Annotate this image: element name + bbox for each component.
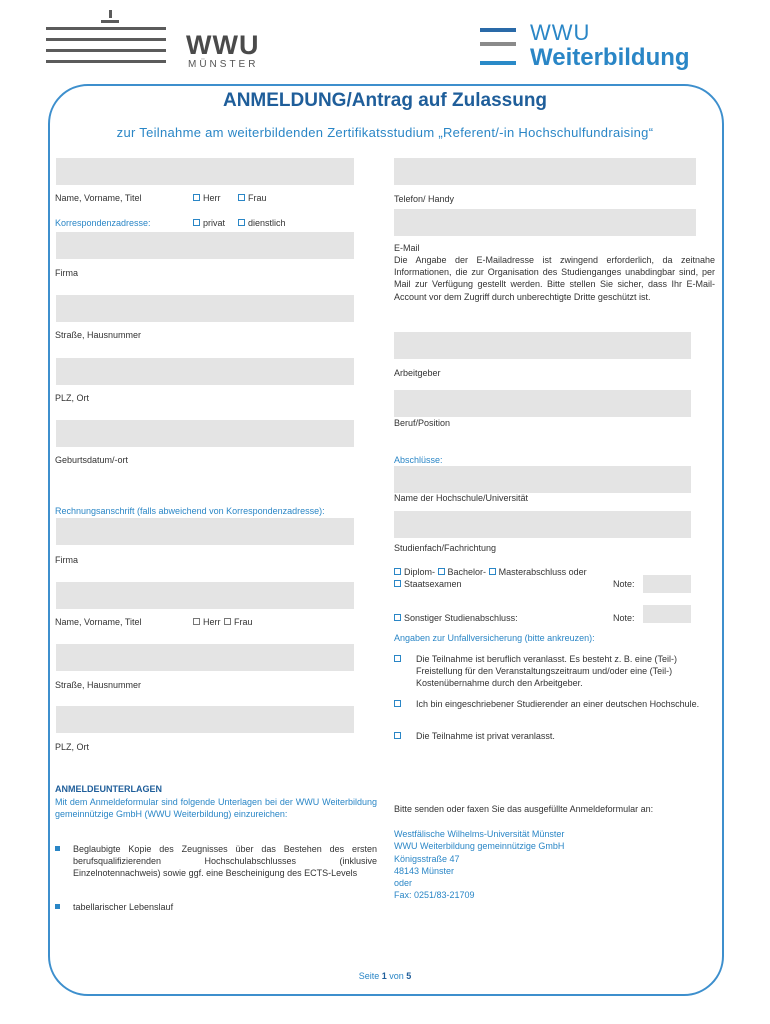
r-firma-label: Firma	[55, 555, 78, 565]
address-line: Königsstraße 47	[394, 853, 460, 864]
email-note: Die Angabe der E-Mailadresse ist zwingend erforderlich, da zeitnahe Informationen, die zur Organisation des Studienganges unabdingbar sind, per Mail zur Verfügung gestellt werden. Bitte stellen Sie sicher, dass Ihr E-Mail-Account vor dem Zugriff durch unberechtigte Dritte geschützt ist.	[394, 255, 715, 302]
sonstiger-label: Sonstiger Studienabschluss:	[404, 613, 518, 623]
logo-mark-bar	[101, 20, 119, 23]
form-title: ANMELDUNG/Antrag auf Zulassung	[222, 90, 548, 111]
logo-line	[46, 27, 166, 30]
checkbox-icon[interactable]	[438, 568, 445, 575]
logo-line1: WWU	[530, 20, 591, 45]
abschluss-type-row	[394, 567, 587, 577]
name-label: Name, Vorname, Titel	[55, 193, 142, 203]
r-herr-checkbox[interactable]	[193, 617, 221, 627]
note2-label: Note:	[613, 613, 635, 623]
documents-intro: Mit dem Anmeldeformular sind folgende Unterlagen bei der WWU Weiterbildung gemeinnützige GmbH (WWU Weiterbildung) einzureichen:	[55, 797, 377, 820]
logo-city: MÜNSTER	[188, 59, 259, 70]
arbeitgeber-input[interactable]	[394, 332, 691, 359]
checkbox-icon[interactable]	[238, 219, 245, 226]
checkbox-icon[interactable]	[394, 700, 401, 707]
footer-middle: von	[389, 971, 404, 981]
form-subtitle: zur Teilnahme am weiterbildenden Zertifikatsstudium „Referent/-in Hochschulfundraising“	[116, 125, 654, 140]
unfall-option-text: Ich bin eingeschriebener Studierender an einer deutschen Hochschule.	[416, 699, 700, 709]
frau-label: Frau	[248, 193, 267, 203]
bullet-icon	[55, 904, 60, 909]
strasse-input[interactable]	[56, 295, 354, 322]
telefon-input[interactable]	[394, 158, 696, 185]
note1-label: Note:	[613, 579, 635, 589]
wwu-weiterbildung-logo	[480, 22, 720, 74]
privat-checkbox[interactable]	[193, 218, 225, 228]
master-label: Masterabschluss oder	[498, 567, 587, 577]
logo-line2: Weiterbildung	[530, 44, 690, 71]
rechnung-label: Rechnungsanschrift (falls abweichend von Korrespondenzadresse):	[55, 506, 325, 516]
dienstlich-label: dienstlich	[248, 218, 286, 228]
checkbox-icon[interactable]	[193, 219, 200, 226]
logo-bar	[480, 42, 516, 46]
logo-bar	[480, 61, 516, 65]
staatsexamen-checkbox[interactable]	[394, 579, 462, 589]
address-line: Westfälische Wilhelms-Universität Münster	[394, 829, 565, 839]
master-checkbox[interactable]	[489, 567, 587, 577]
page-footer	[0, 971, 770, 981]
wwu-muenster-logo	[46, 10, 266, 72]
firma-label: Firma	[55, 268, 78, 278]
unfall-option-studierender[interactable]	[394, 698, 716, 724]
checkbox-icon[interactable]	[394, 732, 401, 739]
telefon-label: Telefon/ Handy	[394, 194, 455, 204]
r-name-label: Name, Vorname, Titel	[55, 617, 142, 627]
hochschule-input[interactable]	[394, 466, 691, 493]
dienstlich-checkbox[interactable]	[238, 218, 286, 228]
r-strasse-label: Straße, Hausnummer	[55, 680, 142, 690]
checkbox-icon[interactable]	[224, 618, 231, 625]
frau-checkbox[interactable]	[238, 193, 267, 203]
logo-bar	[480, 28, 516, 32]
checkbox-icon[interactable]	[394, 655, 401, 662]
bachelor-checkbox[interactable]	[438, 567, 487, 577]
geburt-label: Geburtsdatum/-ort	[55, 455, 129, 465]
plz-input[interactable]	[56, 358, 354, 385]
studienfach-input[interactable]	[394, 511, 691, 538]
bachelor-label: Bachelor-	[447, 567, 487, 577]
unfall-option-text: Die Teilnahme ist beruflich veranlasst. Es besteht z. B. eine (Teil-) Freistellung für den Veranstaltungszeitraum und/oder eine (Teil-) Kostenübernahme durch den Arbeitgeber.	[416, 654, 677, 689]
name-input[interactable]	[56, 158, 354, 185]
beruf-label: Beruf/Position	[394, 418, 451, 428]
logo-mark-icon	[109, 10, 112, 18]
r-herr-label: Herr	[203, 617, 221, 627]
documents-title: ANMELDEUNTERLAGEN	[55, 784, 162, 794]
checkbox-icon[interactable]	[193, 618, 200, 625]
address-line: WWU Weiterbildung gemeinnützige GmbH	[394, 841, 565, 852]
r-plz-input[interactable]	[56, 706, 354, 733]
footer-page: 1	[381, 971, 387, 981]
footer-prefix: Seite	[358, 971, 380, 981]
checkbox-icon[interactable]	[394, 568, 401, 575]
checkbox-icon[interactable]	[394, 614, 401, 621]
hochschule-label: Name der Hochschule/Universität	[394, 493, 529, 503]
unfall-option-text: Die Teilnahme ist privat veranlasst.	[416, 731, 555, 741]
note2-input[interactable]	[643, 605, 691, 623]
diplom-label: Diplom-	[404, 567, 436, 577]
abschluesse-label: Abschlüsse:	[394, 455, 443, 465]
checkbox-icon[interactable]	[193, 194, 200, 201]
diplom-checkbox[interactable]	[394, 567, 435, 577]
r-plz-label: PLZ, Ort	[55, 742, 90, 752]
send-address	[394, 828, 694, 902]
checkbox-icon[interactable]	[238, 194, 245, 201]
sonstiger-checkbox[interactable]	[394, 613, 518, 623]
bullet-icon	[55, 846, 60, 851]
logo-line	[46, 60, 166, 63]
plz-label: PLZ, Ort	[55, 393, 90, 403]
documents-item-text: tabellarischer Lebenslauf	[73, 902, 174, 912]
studienfach-label: Studienfach/Fachrichtung	[394, 543, 497, 553]
checkbox-icon[interactable]	[394, 580, 401, 587]
note1-input[interactable]	[643, 575, 691, 593]
herr-checkbox[interactable]	[193, 193, 221, 203]
r-frau-checkbox[interactable]	[224, 617, 253, 627]
korrespondenz-label: Korrespondenzadresse:	[55, 218, 151, 228]
address-line: oder	[394, 878, 413, 889]
strasse-label: Straße, Hausnummer	[55, 330, 142, 340]
logo-line	[46, 38, 166, 41]
herr-label: Herr	[203, 193, 221, 203]
privat-label: privat	[203, 218, 226, 228]
email-label: E-Mail	[394, 243, 420, 253]
logo-brand: WWU	[186, 30, 260, 60]
send-instruction: Bitte senden oder faxen Sie das ausgefüllte Anmeldeformular an:	[394, 804, 654, 814]
staatsexamen-label: Staatsexamen	[404, 579, 462, 589]
documents-item	[55, 901, 377, 915]
documents-item-text: Beglaubigte Kopie des Zeugnisses über das Bestehen des ersten berufsqualifizierenden Hochschulabschlusses (inklusive Einzelnotennachweis) sowie ggf. eine Bescheinigung des ECTS-Levels	[73, 844, 377, 879]
address-line: 48143 Münster	[394, 865, 455, 876]
checkbox-icon[interactable]	[489, 568, 496, 575]
unfall-option-privat[interactable]	[394, 730, 716, 744]
unfall-option-beruflich[interactable]	[394, 653, 716, 691]
arbeitgeber-label: Arbeitgeber	[394, 368, 441, 378]
beruf-input[interactable]	[394, 390, 691, 417]
r-name-input[interactable]	[56, 582, 354, 609]
r-firma-input[interactable]	[56, 518, 354, 545]
firma-input[interactable]	[56, 232, 354, 259]
documents-item	[55, 843, 377, 893]
logo-line	[46, 49, 166, 52]
unfall-label: Angaben zur Unfallversicherung (bitte ankreuzen):	[394, 633, 595, 643]
footer-total: 5	[406, 971, 412, 981]
address-line: Fax: 0251/83-21709	[394, 890, 475, 901]
r-strasse-input[interactable]	[56, 644, 354, 671]
r-frau-label: Frau	[234, 617, 253, 627]
geburt-input[interactable]	[56, 420, 354, 447]
email-input[interactable]	[394, 209, 696, 236]
